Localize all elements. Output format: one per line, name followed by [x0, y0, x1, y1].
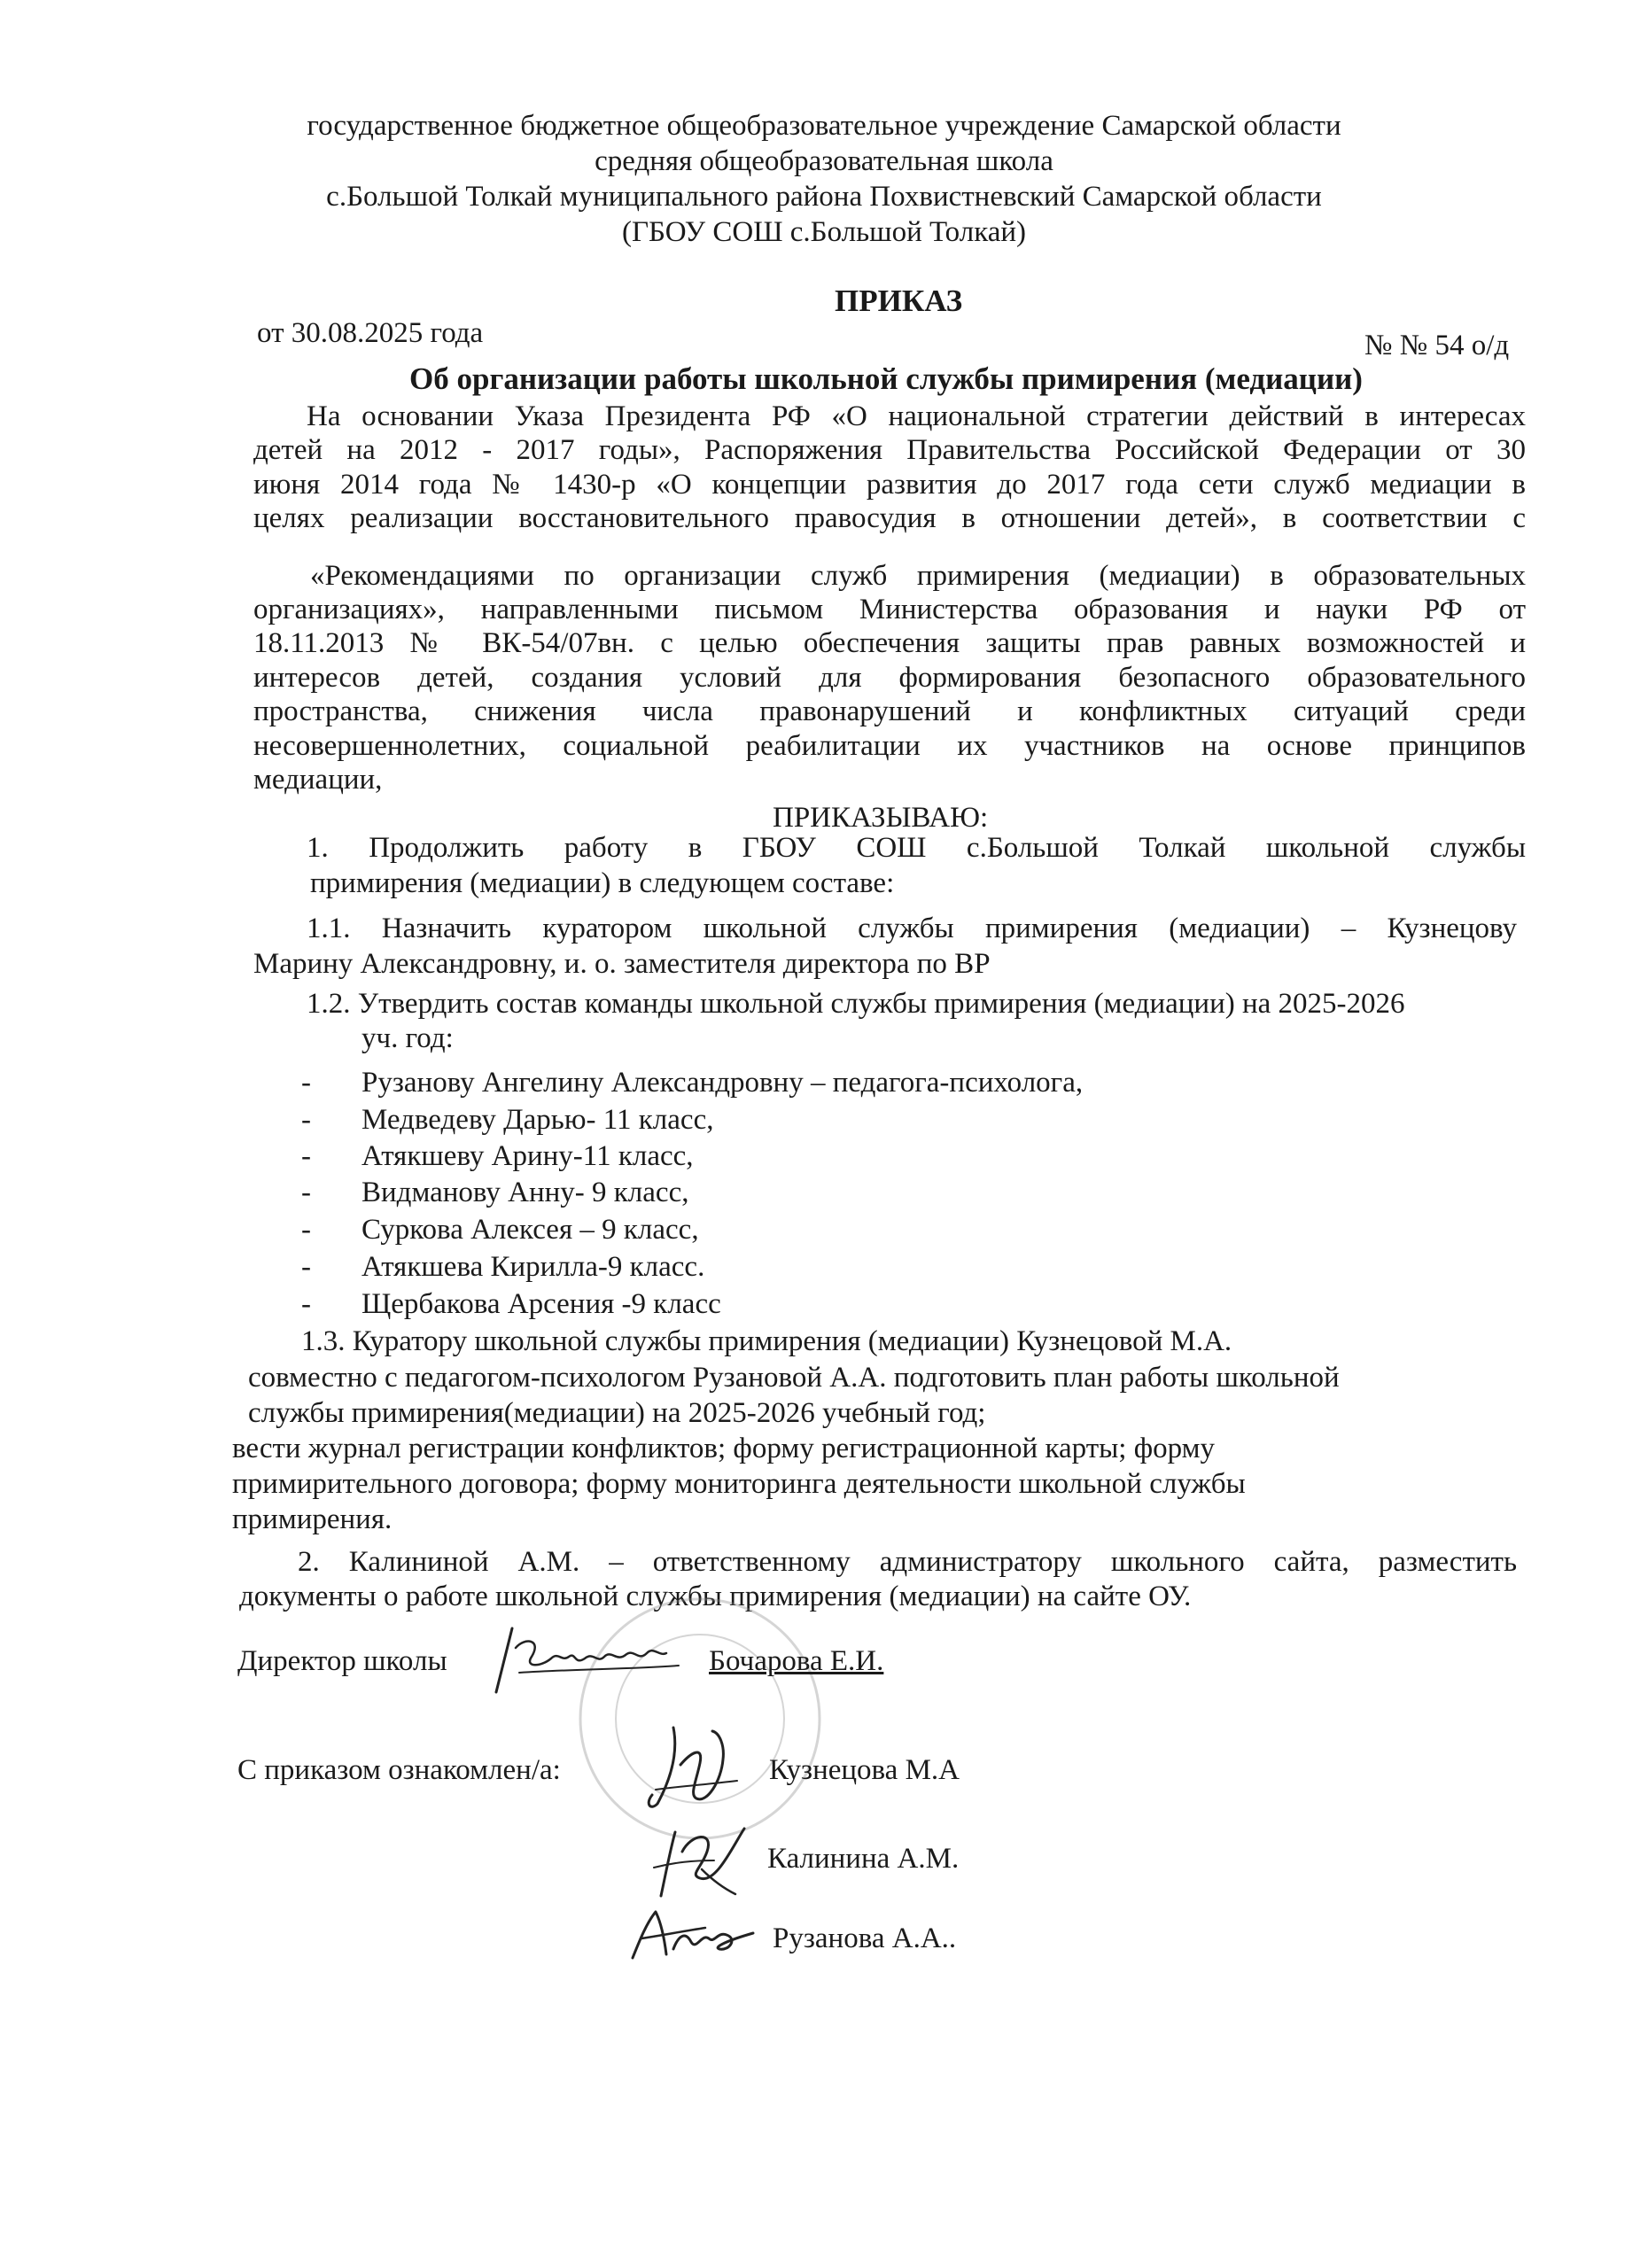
team-member: Атякшеву Арину-11 класс,: [361, 1140, 694, 1172]
preamble-line-2: детей на 2012 - 2017 годы», Распоряжения Правительства Российской Федерации от 30: [253, 434, 1526, 466]
item-1-1-line-1: 1.1. Назначить куратором школьной службы примирения (медиации) – Кузнецову: [307, 913, 1517, 944]
team-member: Рузанову Ангелину Александровну – педагога-психолога,: [361, 1067, 1084, 1099]
director-label: Директор школы: [237, 1645, 447, 1677]
team-dash: -: [301, 1288, 311, 1320]
order-word: ПРИКАЗЫВАЮ:: [773, 802, 989, 834]
preamble-line-1: На основании Указа Президента РФ «О национальной стратегии действий в интересах: [307, 400, 1526, 432]
team-dash: -: [301, 1214, 311, 1246]
order-heading: ПРИКАЗ: [835, 284, 963, 318]
preamble-line-10: несовершеннолетних, социальной реабилитации их участников на основе принципов: [253, 730, 1526, 762]
team-dash: -: [301, 1140, 311, 1172]
team-dash: -: [301, 1104, 311, 1136]
ack-name-kuznetsova: Кузнецова М.А: [769, 1754, 960, 1786]
header-line-2: средняя общеобразовательная школа: [595, 145, 1053, 177]
item-1-3-line-2: совместно с педагогом-психологом Рузановой А.А. подготовить план работы школьной: [248, 1362, 1340, 1394]
item-1-3-line-4: вести журнал регистрации конфликтов; форму регистрационной карты; форму: [232, 1433, 1215, 1464]
team-member: Видманову Анну- 9 класс,: [361, 1177, 689, 1208]
item-1-line-1: 1. Продолжить работу в ГБОУ СОШ с.Большой Толкай школьной службы: [307, 832, 1526, 864]
header-line-1: государственное бюджетное общеобразовательное учреждение Самарской области: [307, 110, 1341, 142]
preamble-line-11: медиации,: [253, 764, 383, 796]
item-1-2-line-2: уч. год:: [361, 1022, 454, 1054]
acknowledged-label: С приказом ознакомлен/а:: [237, 1754, 561, 1786]
director-signature-icon: [470, 1621, 700, 1701]
preamble-line-9: пространства, снижения числа правонарушений и конфликтных ситуаций среди: [253, 695, 1526, 727]
director-name: Бочарова Е.И.: [709, 1645, 884, 1677]
item-2-line-1: 2. Калининой А.М. – ответственному администратору школьного сайта, разместить: [298, 1546, 1517, 1578]
item-1-3-line-5: примирительного договора; форму мониторинга деятельности школьной службы: [232, 1468, 1246, 1500]
preamble-line-8: интересов детей, создания условий для формирования безопасного образовательного: [253, 662, 1526, 694]
preamble-line-6: организациях», направленными письмом Министерства образования и науки РФ от: [253, 594, 1526, 625]
signature-ruzanova-icon: [620, 1896, 771, 1976]
item-1-3-line-1: 1.3. Куратору школьной службы примирения (медиации) Кузнецовой М.А.: [301, 1325, 1232, 1357]
team-dash: -: [301, 1251, 311, 1283]
team-dash: -: [301, 1067, 311, 1099]
order-number: № № 54 о/д: [1364, 330, 1510, 361]
team-member: Суркова Алексея – 9 класс,: [361, 1214, 699, 1246]
team-member: Медведеву Дарью- 11 класс,: [361, 1104, 714, 1136]
header-line-3: с.Большой Толкай муниципального района Похвистневский Самарской области: [326, 181, 1322, 213]
team-dash: -: [301, 1177, 311, 1208]
order-title: Об организации работы школьной службы примирения (медиации): [409, 361, 1363, 396]
item-1-3-line-6: примирения.: [232, 1503, 393, 1535]
item-1-3-line-3: службы примирения(медиации) на 2025-2026 учебный год;: [248, 1397, 986, 1429]
preamble-line-5: «Рекомендациями по организации служб примирения (медиации) в образовательных: [310, 560, 1526, 592]
signature-kalinina-icon: [640, 1816, 764, 1905]
ack-name-ruzanova: Рузанова А.А..: [773, 1922, 957, 1954]
signature-kuznetsova-icon: [638, 1719, 753, 1816]
header-line-4: (ГБОУ СОШ с.Большой Толкай): [621, 216, 1027, 248]
team-member: Атякшева Кирилла-9 класс.: [361, 1251, 705, 1283]
preamble-line-7: 18.11.2013 № ВК-54/07вн. с целью обеспечения защиты прав равных возможностей и: [253, 627, 1526, 659]
item-1-line-2: примирения (медиации) в следующем составе:: [310, 867, 895, 899]
item-2-line-2: документы о работе школьной службы примирения (медиации) на сайте ОУ.: [239, 1581, 1192, 1612]
preamble-line-4: целях реализации восстановительного правосудия в отношении детей», в соответствии с: [253, 502, 1526, 534]
team-member: Щербакова Арсения -9 класс: [361, 1288, 721, 1320]
ack-name-kalinina: Калинина А.М.: [767, 1843, 960, 1875]
preamble-line-3: июня 2014 года № 1430-р «О концепции развития до 2017 года сети служб медиации в: [253, 469, 1526, 501]
order-date: от 30.08.2025 года: [257, 317, 484, 349]
item-1-1-line-2: Марину Александровну, и. о. заместителя директора по ВР: [253, 948, 991, 980]
item-1-2-line-1: 1.2. Утвердить состав команды школьной службы примирения (медиации) на 2025-2026: [307, 988, 1405, 1020]
